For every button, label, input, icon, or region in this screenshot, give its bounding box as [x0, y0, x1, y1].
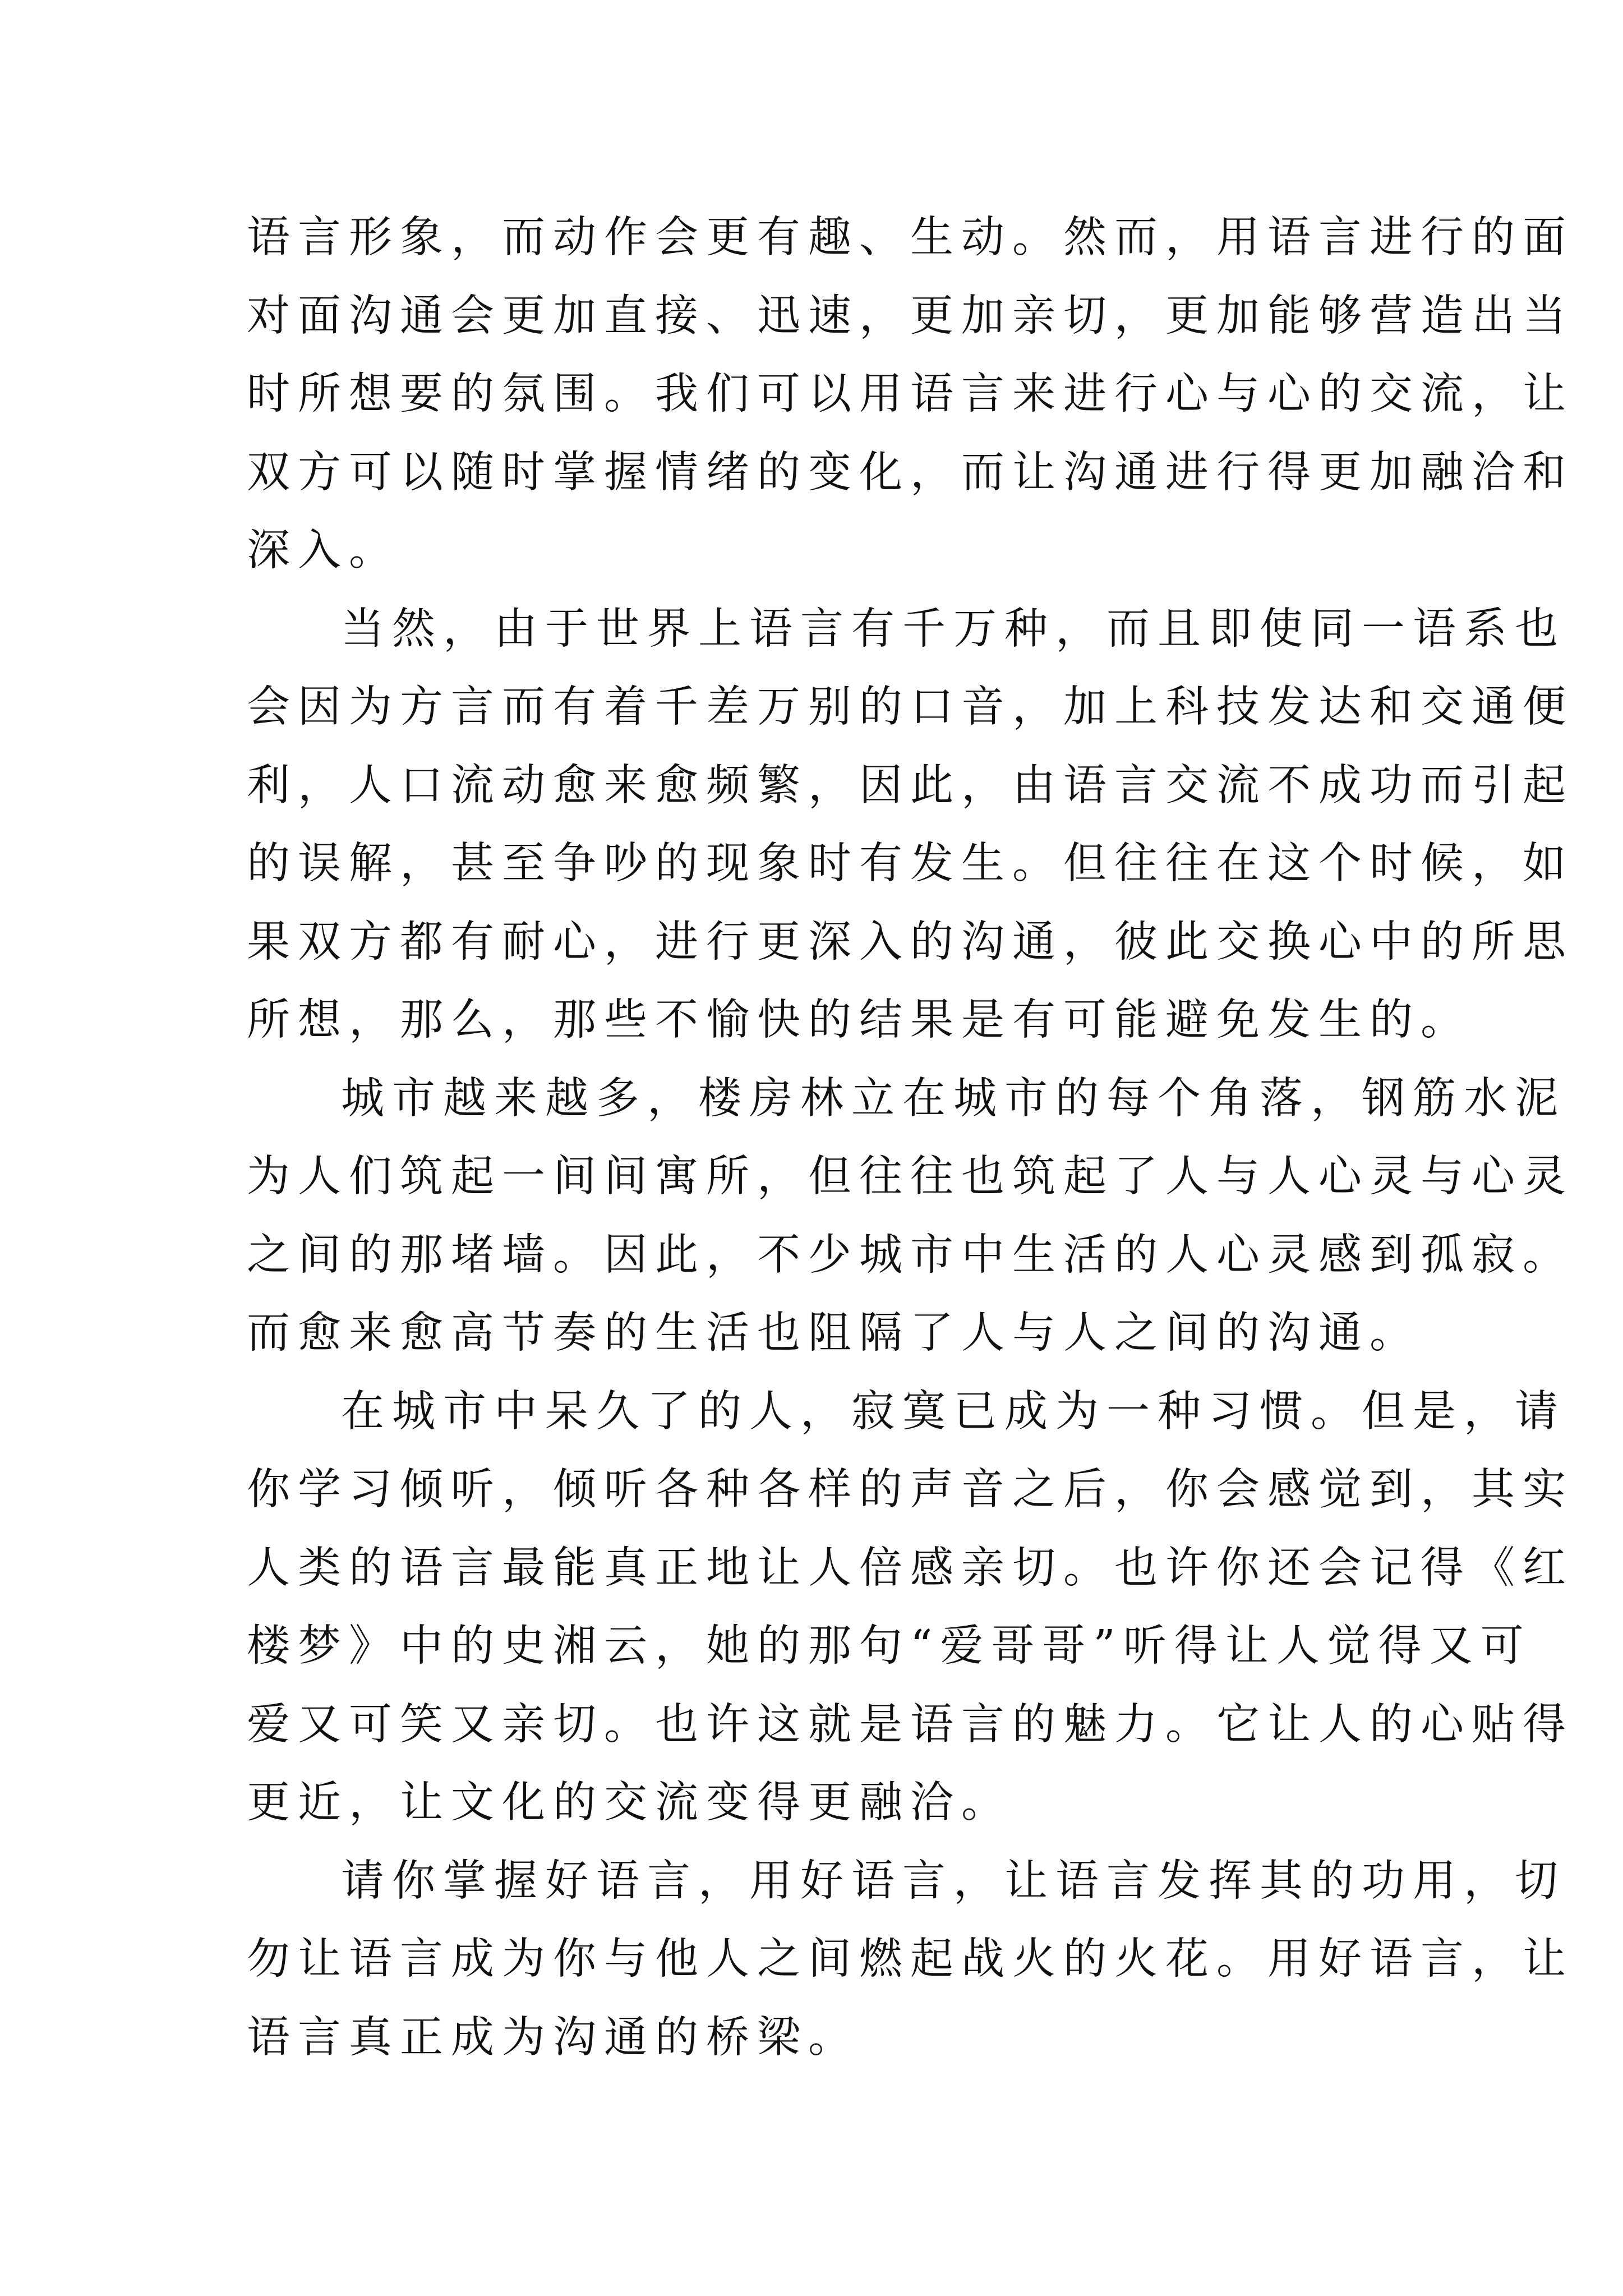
paragraph-1 — [247, 199, 1574, 590]
document-body — [247, 199, 1574, 2077]
text-line: 勿让语言成为你与他人之间燃起战火的火花。用好语言，让 — [247, 1934, 1574, 1984]
text-line: 深入。 — [247, 526, 400, 576]
text-line: 城市越来越多，楼房林立在城市的每个角落，钢筋水泥 — [341, 1073, 1566, 1124]
paragraph-2 — [247, 590, 1574, 1060]
text-line: 对面沟通会更加直接、迅速，更加亲切，更加能够营造出当 — [247, 291, 1574, 341]
text-line: 人类的语言最能真正地让人倍感亲切。也许你还会记得《红 — [247, 1543, 1574, 1593]
text-line: 语言形象，而动作会更有趣、生动。然而，用语言进行的面 — [247, 213, 1574, 263]
text-line: 楼梦》中的史湘云，她的那句“爱哥哥”听得让人觉得又可 — [247, 1621, 1532, 1671]
text-line: 双方可以随时掌握情绪的变化，而让沟通进行得更加融洽和 — [247, 447, 1574, 498]
text-line: 会因为方言而有着千差万别的口音，加上科技发达和交通便 — [247, 682, 1574, 732]
text-line: 请你掌握好语言，用好语言，让语言发挥其的功用，切 — [341, 1856, 1566, 1906]
text-line: 而愈来愈高节奏的生活也阻隔了人与人之间的沟通。 — [247, 1308, 1421, 1358]
paragraph-5 — [247, 1842, 1574, 2077]
text-line: 为人们筑起一间间寓所，但往往也筑起了人与人心灵与心灵 — [247, 1152, 1574, 1202]
text-line: 你学习倾听，倾听各种各样的声音之后，你会感觉到，其实 — [247, 1465, 1574, 1515]
text-line: 语言真正成为沟通的桥梁。 — [247, 2012, 859, 2063]
text-line: 更近，让文化的交流变得更融洽。 — [247, 1778, 1012, 1828]
text-line: 果双方都有耐心，进行更深入的沟通，彼此交换心中的所思 — [247, 917, 1574, 967]
paragraph-3 — [247, 1060, 1574, 1373]
text-line: 当然，由于世界上语言有千万种，而且即使同一语系也 — [341, 604, 1566, 654]
paragraph-4 — [247, 1373, 1574, 1842]
text-line: 所想，那么，那些不愉快的结果是有可能避免发生的。 — [247, 995, 1472, 1045]
text-line: 的误解，甚至争吵的现象时有发生。但往往在这个时候，如 — [247, 839, 1574, 889]
text-line: 在城市中呆久了的人，寂寞已成为一种习惯。但是，请 — [341, 1386, 1566, 1437]
text-line: 利，人口流动愈来愈频繁，因此，由语言交流不成功而引起 — [247, 760, 1574, 811]
text-line: 时所想要的氛围。我们可以用语言来进行心与心的交流，让 — [247, 369, 1574, 419]
text-line: 之间的那堵墙。因此，不少城市中生活的人心灵感到孤寂。 — [247, 1230, 1574, 1280]
text-line: 爱又可笑又亲切。也许这就是语言的魅力。它让人的心贴得 — [247, 1699, 1574, 1750]
